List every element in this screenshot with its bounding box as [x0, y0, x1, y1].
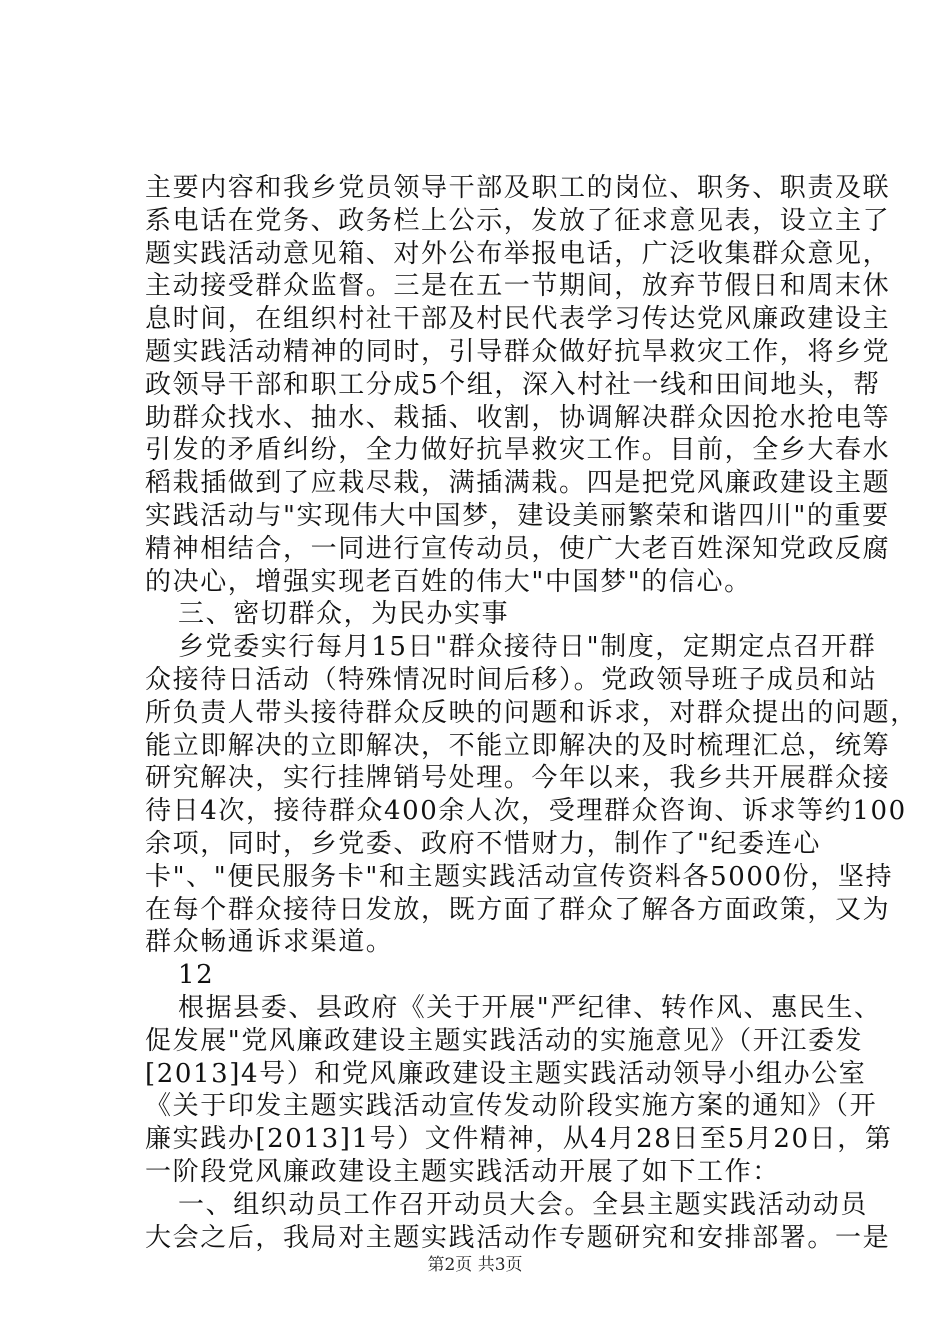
text-line: 群众畅通诉求渠道。 — [145, 927, 394, 958]
text-line: 的决心，增强实现老百姓的伟大"中国梦"的信心。 — [145, 566, 752, 597]
text-line: 研究解决，实行挂牌销号处理。今年以来，我乡共开展群众接 — [145, 763, 891, 794]
text-line: 主动接受群众监督。三是在五一节期间，放弃节假日和周末休 — [145, 271, 891, 302]
text-line: 待日4次，接待群众400余人次，受理群众咨询、诉求等约100 — [145, 796, 907, 827]
text-line: 12 — [178, 960, 215, 991]
text-line: 根据县委、县政府《关于开展"严纪律、转作风、惠民生、 — [178, 992, 882, 1023]
text-line: 实践活动与"实现伟大中国梦，建设美丽繁荣和谐四川"的重要 — [145, 500, 890, 531]
text-line: 《关于印发主题实践活动宣传发动阶段实施方案的通知》（开 — [145, 1091, 878, 1122]
text-line: 余项，同时，乡党委、政府不惜财力，制作了"纪委连心 — [145, 828, 821, 859]
text-line: 一、组织动员工作召开动员大会。全县主题实践活动动员 — [178, 1189, 869, 1220]
text-line: 引发的矛盾纠纷，全力做好抗旱救灾工作。目前，全乡大春水 — [145, 435, 891, 466]
text-line: [2013]4号）和党风廉政建设主题实践活动领导小组办公室 — [145, 1058, 867, 1089]
text-line: 促发展"党风廉政建设主题实践活动的实施意见》（开江委发 — [145, 1025, 864, 1056]
text-line: 助群众找水、抽水、栽插、收割，协调解决群众因抢水抢电等 — [145, 402, 891, 433]
text-line: 精神相结合，一同进行宣传动员，使广大老百姓深知党政反腐 — [145, 533, 891, 564]
text-line: 政领导干部和职工分成5个组，深入村社一线和田间地头，帮 — [145, 369, 881, 400]
text-line: 系电话在党务、政务栏上公示，发放了征求意见表，设立主了 — [145, 205, 891, 236]
text-line: 众接待日活动（特殊情况时间后移）。党政领导班子成员和站 — [145, 664, 878, 695]
text-line: 能立即解决的立即解决，不能立即解决的及时梳理汇总，统筹 — [145, 730, 891, 761]
text-line: 乡党委实行每月15日"群众接待日"制度，定期定点召开群 — [178, 632, 877, 663]
text-line: 在每个群众接待日发放，既方面了群众了解各方面政策，又为 — [145, 894, 891, 925]
text-line: 大会之后，我局对主题实践活动作专题研究和安排部署。一是 — [145, 1222, 891, 1253]
page-footer: 第2页 共3页 — [427, 1255, 523, 1275]
text-line: 题实践活动精神的同时，引导群众做好抗旱救灾工作，将乡党 — [145, 336, 891, 367]
text-line: 廉实践办[2013]1号）文件精神，从4月28日至5月20日，第 — [145, 1124, 893, 1155]
text-line: 卡"、"便民服务卡"和主题实践活动宣传资料各5000份，坚持 — [145, 861, 894, 892]
text-line: 稻栽插做到了应栽尽栽，满插满栽。四是把党风廉政建设主题 — [145, 468, 891, 499]
text-line: 一阶段党风廉政建设主题实践活动开展了如下工作： — [145, 1156, 780, 1187]
text-line: 题实践活动意见箱、对外公布举报电话，广泛收集群众意见， — [145, 238, 891, 269]
text-line: 所负责人带头接待群众反映的问题和诉求，对群众提出的问题， — [145, 697, 918, 728]
document-body — [145, 172, 918, 1254]
text-line: 三、密切群众，为民办实事 — [178, 599, 510, 630]
text-line: 主要内容和我乡党员领导干部及职工的岗位、职务、职责及联 — [145, 173, 891, 203]
text-line: 息时间，在组织村社干部及村民代表学习传达党风廉政建设主 — [145, 304, 891, 335]
